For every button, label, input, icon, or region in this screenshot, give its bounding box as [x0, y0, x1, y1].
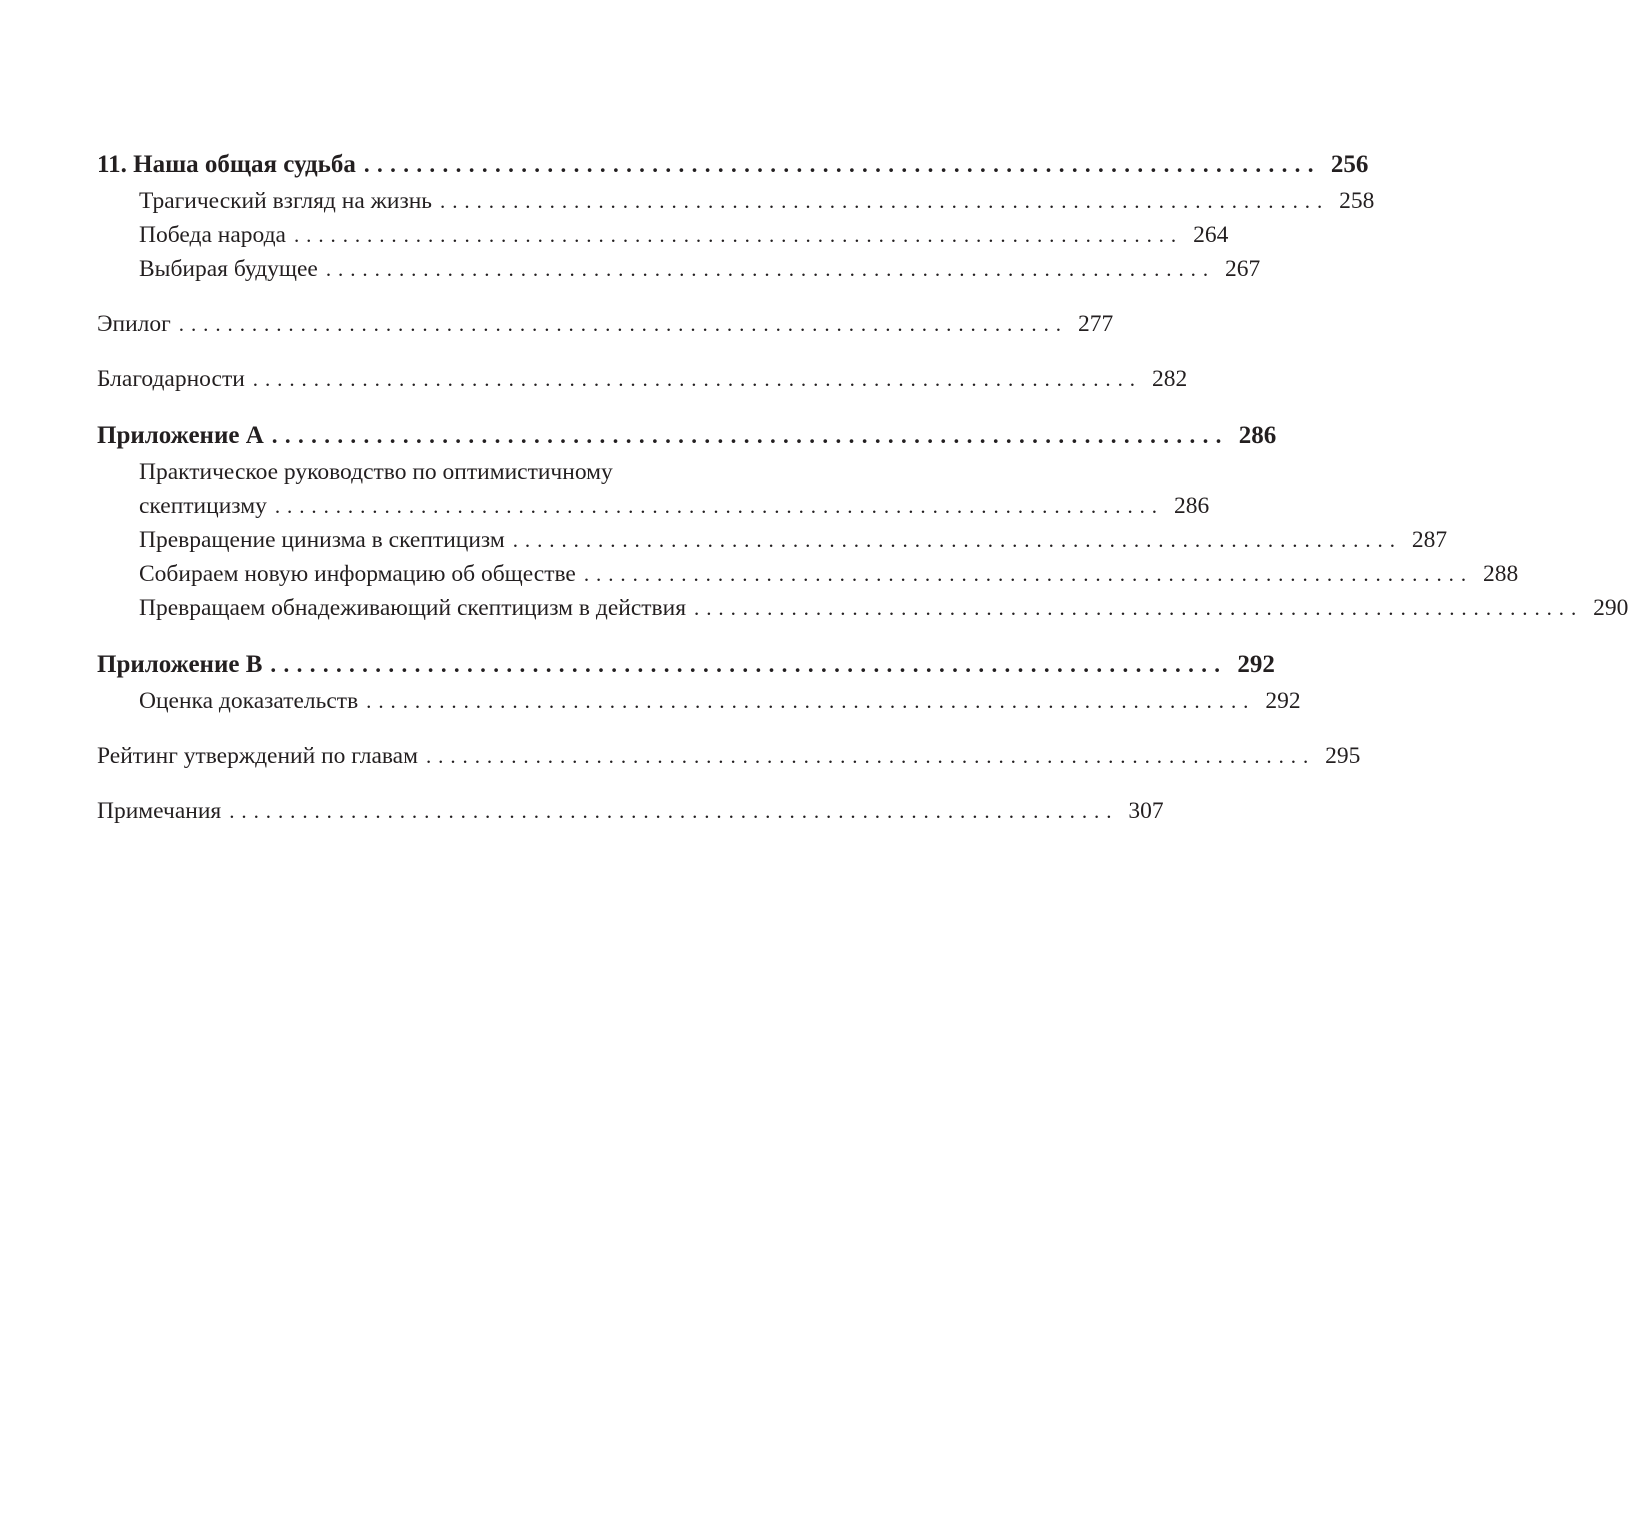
toc-entry-ratings[interactable]	[97, 739, 1361, 773]
dot-leader: .........................................................................	[229, 799, 1119, 823]
dot-leader: .........................................................................	[270, 652, 1228, 677]
toc-entry-title: скептицизму	[139, 493, 267, 519]
dot-leader: .........................................................................	[178, 312, 1068, 336]
dot-leader: .........................................................................	[425, 744, 1316, 768]
dot-leader: .........................................................................	[512, 528, 1402, 552]
toc-entry-chapter-11[interactable]	[97, 146, 1369, 184]
toc-entry-tragic-view[interactable]	[97, 184, 1375, 218]
toc-entry-page: 307	[1128, 798, 1164, 824]
toc-entry-page: 286	[1238, 422, 1277, 449]
toc-entry-title: Рейтинг утверждений по главам	[97, 743, 418, 769]
toc-entry-title: Оценка доказательств	[139, 688, 359, 714]
toc-entry-practical-guide-line2[interactable]	[97, 489, 1210, 523]
toc-entry-hopeful-skepticism-action[interactable]	[97, 591, 1628, 625]
dot-leader: .........................................................................	[366, 689, 1256, 713]
dot-leader: .........................................................................	[325, 257, 1215, 281]
toc-entry-page: 287	[1411, 527, 1448, 553]
toc-entry-title: Эпилог	[97, 311, 171, 337]
toc-entry-page: 286	[1173, 493, 1210, 519]
table-of-contents	[97, 146, 1628, 828]
dot-leader: .........................................................................	[274, 494, 1164, 518]
toc-entry-title: Примечания	[97, 798, 222, 824]
toc-entry-title: Трагический взгляд на жизнь	[139, 188, 433, 214]
toc-entry-acknowledgments[interactable]	[97, 362, 1188, 396]
toc-entry-title: Победа народа	[139, 222, 286, 248]
toc-entry-page: 288	[1483, 561, 1519, 587]
dot-leader: .........................................................................	[293, 223, 1184, 247]
toc-entry-page: 292	[1265, 688, 1301, 714]
toc-entry-page: 292	[1237, 651, 1275, 678]
dot-leader: .........................................................................	[583, 562, 1473, 586]
toc-entry-title: Выбирая будущее	[139, 256, 318, 282]
dot-leader: .........................................................................	[694, 596, 1584, 620]
toc-entry-title: Благодарности	[97, 366, 245, 392]
toc-entry-title: Превращаем обнадеживающий скептицизм в действия	[139, 595, 687, 621]
toc-entry-page: 277	[1077, 311, 1114, 337]
toc-entry-people-victory[interactable]	[97, 218, 1229, 252]
dot-leader: .........................................................................	[271, 423, 1229, 448]
toc-entry-title: Практическое руководство по оптимистичному	[139, 459, 613, 485]
toc-entry-gathering-info[interactable]	[97, 557, 1519, 591]
dot-leader: .........................................................................	[440, 189, 1330, 213]
toc-entry-page: 295	[1325, 743, 1361, 769]
toc-entry-epilogue[interactable]	[97, 307, 1114, 341]
toc-entry-choosing-future[interactable]	[97, 252, 1261, 286]
toc-entry-page: 267	[1225, 256, 1261, 282]
toc-entry-notes[interactable]	[97, 794, 1164, 828]
dot-leader: .........................................................................	[252, 367, 1142, 391]
toc-entry-title: Превращение цинизма в скептицизм	[139, 527, 505, 553]
toc-entry-page: 258	[1339, 188, 1375, 214]
toc-entry-page: 256	[1330, 151, 1369, 178]
toc-entry-practical-guide-line1[interactable]	[97, 455, 828, 489]
toc-entry-title: 11. Наша общая судьба	[97, 151, 356, 178]
dot-leader: .........................................................................	[363, 152, 1321, 177]
toc-entry-page: 290	[1593, 595, 1628, 621]
toc-entry-title: Приложение В	[97, 651, 263, 678]
toc-entry-page: 282	[1151, 366, 1188, 392]
toc-entry-title: Приложение А	[97, 422, 264, 449]
toc-entry-appendix-a[interactable]	[97, 417, 1277, 455]
toc-entry-cynicism-to-skepticism[interactable]	[97, 523, 1448, 557]
toc-entry-evidence-assessment[interactable]	[97, 684, 1301, 718]
toc-entry-title: Собираем новую информацию об обществе	[139, 561, 576, 587]
toc-entry-page: 264	[1193, 222, 1229, 248]
toc-entry-appendix-b[interactable]	[97, 646, 1275, 684]
